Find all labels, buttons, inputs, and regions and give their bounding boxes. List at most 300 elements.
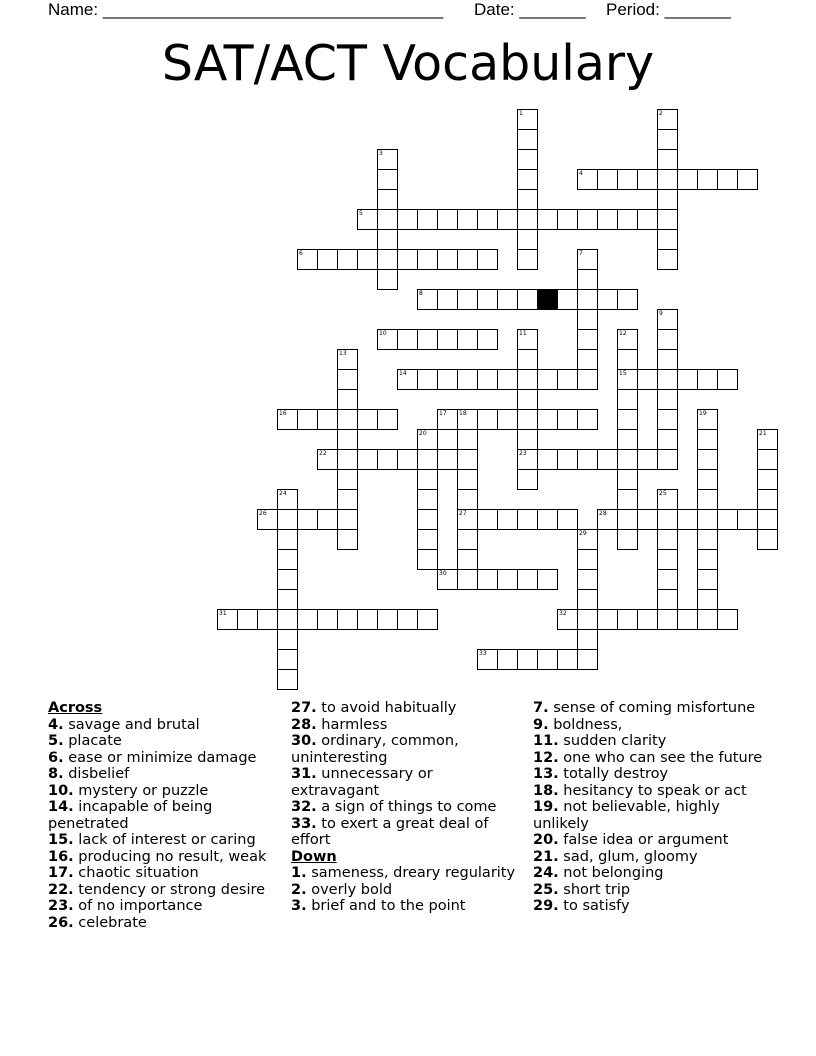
grid-cell[interactable]: [577, 289, 598, 310]
grid-cell[interactable]: [497, 649, 518, 670]
grid-cell[interactable]: [717, 509, 738, 530]
grid-cell[interactable]: [617, 169, 638, 190]
grid-cell[interactable]: [457, 569, 478, 590]
grid-cell[interactable]: [697, 569, 718, 590]
grid-cell[interactable]: [657, 569, 678, 590]
grid-cell[interactable]: [657, 549, 678, 570]
clue-number-label: 6: [299, 250, 303, 257]
grid-cell[interactable]: [697, 609, 718, 630]
page-title: SAT/ACT Vocabulary: [161, 35, 655, 92]
grid-cell[interactable]: [517, 649, 538, 670]
clue-text: to exert a great deal of effort: [291, 815, 489, 848]
clue-text: not belonging: [558, 865, 664, 881]
grid-cell[interactable]: [397, 249, 418, 270]
grid-cell[interactable]: [517, 569, 538, 590]
grid-cell[interactable]: [677, 509, 698, 530]
grid-cell[interactable]: [577, 269, 598, 290]
grid-cell[interactable]: [617, 429, 638, 450]
across-clue: [291, 733, 523, 766]
grid-cell[interactable]: [277, 589, 298, 610]
across-clue: [48, 898, 280, 915]
grid-cell[interactable]: [657, 589, 678, 610]
across-clue: [48, 766, 280, 783]
grid-cell[interactable]: [357, 249, 378, 270]
grid-cell[interactable]: [597, 169, 618, 190]
grid-cell[interactable]: [697, 449, 718, 470]
grid-cell[interactable]: [377, 449, 398, 470]
clue-number-label: 15: [619, 370, 627, 377]
grid-cell[interactable]: [617, 289, 638, 310]
grid-cell[interactable]: [737, 509, 758, 530]
grid-cell[interactable]: [557, 209, 578, 230]
clue-number-label: 20: [419, 430, 427, 437]
down-clue: [533, 849, 765, 866]
clue-number-label: 2: [659, 110, 663, 117]
grid-cell[interactable]: [737, 169, 758, 190]
grid-cell[interactable]: [377, 229, 398, 250]
clue-number: 8.: [48, 766, 64, 782]
grid-cell[interactable]: [657, 249, 678, 270]
clue-number-label: 16: [279, 410, 287, 417]
grid-cell[interactable]: [397, 449, 418, 470]
grid-cell[interactable]: [717, 609, 738, 630]
clue-number: 22.: [48, 881, 74, 898]
down-clue: [533, 898, 765, 915]
grid-cell[interactable]: [517, 289, 538, 310]
grid-cell[interactable]: [417, 209, 438, 230]
across-clue: [48, 799, 280, 832]
grid-cell[interactable]: [457, 249, 478, 270]
grid-cell[interactable]: [617, 409, 638, 430]
down-clue: [533, 865, 765, 882]
grid-cell[interactable]: [577, 649, 598, 670]
grid-cell[interactable]: [757, 529, 778, 550]
grid-cell[interactable]: [557, 509, 578, 530]
grid-cell[interactable]: [597, 449, 618, 470]
grid-cell[interactable]: [657, 509, 678, 530]
grid-cell[interactable]: [537, 369, 558, 390]
across-heading: Across: [48, 700, 103, 716]
clue-text: mystery or puzzle: [73, 782, 209, 799]
grid-cell[interactable]: [657, 189, 678, 210]
clue-number-label: 23: [519, 450, 527, 457]
grid-cell[interactable]: [537, 409, 558, 430]
grid-cell[interactable]: [577, 329, 598, 350]
period-field-label: Period: _______: [606, 0, 731, 19]
grid-cell[interactable]: [657, 349, 678, 370]
grid-cell[interactable]: [497, 509, 518, 530]
grid-cell[interactable]: [757, 489, 778, 510]
across-clue: [48, 865, 280, 882]
grid-cell[interactable]: [317, 249, 338, 270]
grid-cell[interactable]: [617, 509, 638, 530]
grid-cell[interactable]: [677, 169, 698, 190]
clue-number-label: 14: [399, 370, 407, 377]
grid-cell[interactable]: [277, 669, 298, 690]
grid-cell[interactable]: [537, 209, 558, 230]
grid-cell[interactable]: [757, 449, 778, 470]
clue-text: not believable, highly unlikely: [533, 799, 720, 832]
clue-number: 24.: [533, 865, 559, 881]
grid-cell[interactable]: [357, 609, 378, 630]
grid-cell[interactable]: [337, 489, 358, 510]
grid-cell[interactable]: [337, 509, 358, 530]
grid-cell[interactable]: [697, 169, 718, 190]
clue-text: brief and to the point: [306, 898, 466, 914]
clue-text: totally destroy: [558, 766, 669, 782]
grid-cell[interactable]: [457, 529, 478, 550]
grid-cell[interactable]: [477, 369, 498, 390]
grid-cell[interactable]: [517, 209, 538, 230]
grid-cell[interactable]: [477, 209, 498, 230]
grid-cell[interactable]: [657, 169, 678, 190]
grid-cell[interactable]: [537, 449, 558, 470]
grid-cell[interactable]: [597, 209, 618, 230]
grid-cell[interactable]: [337, 529, 358, 550]
clue-number-label: 30: [439, 570, 447, 577]
grid-cell[interactable]: [317, 409, 338, 430]
grid-cell[interactable]: [337, 429, 358, 450]
clue-number-label: 26: [259, 510, 267, 517]
clue-number: 28.: [291, 716, 317, 733]
grid-cell[interactable]: [617, 529, 638, 550]
grid-cell[interactable]: [657, 429, 678, 450]
name-field-label: Name: ____________________________________: [48, 0, 444, 19]
grid-cell[interactable]: [417, 369, 438, 390]
grid-cell[interactable]: [657, 149, 678, 170]
across-clue: [48, 733, 280, 750]
grid-cell[interactable]: [477, 289, 498, 310]
grid-cell[interactable]: [697, 509, 718, 530]
grid-cell[interactable]: [517, 409, 538, 430]
grid-cell[interactable]: [377, 209, 398, 230]
grid-cell[interactable]: [497, 569, 518, 590]
grid-cell[interactable]: [657, 229, 678, 250]
grid-cell[interactable]: [457, 289, 478, 310]
clue-number-label: 4: [579, 170, 583, 177]
clue-text: overly bold: [306, 881, 393, 898]
grid-cell[interactable]: [617, 449, 638, 470]
grid-cell[interactable]: [377, 269, 398, 290]
grid-cell[interactable]: [337, 409, 358, 430]
grid-cell[interactable]: [657, 329, 678, 350]
grid-cell[interactable]: [337, 249, 358, 270]
grid-cell[interactable]: [537, 569, 558, 590]
grid-cell[interactable]: [657, 369, 678, 390]
grid-cell[interactable]: [577, 449, 598, 470]
clue-number: 29.: [533, 898, 559, 914]
grid-cell[interactable]: [297, 509, 318, 530]
grid-cell[interactable]: [657, 609, 678, 630]
grid-cell[interactable]: [637, 449, 658, 470]
across-clue: [48, 717, 280, 734]
grid-cell[interactable]: [517, 189, 538, 210]
grid-cell[interactable]: [517, 129, 538, 150]
grid-cell[interactable]: [617, 489, 638, 510]
grid-cell[interactable]: [557, 409, 578, 430]
clue-number: 30.: [291, 733, 317, 749]
grid-cell[interactable]: [517, 429, 538, 450]
grid-cell[interactable]: [277, 569, 298, 590]
grid-cell[interactable]: [697, 489, 718, 510]
across-clue: [48, 832, 280, 849]
clues-column-2: [291, 700, 523, 915]
grid-cell[interactable]: [517, 369, 538, 390]
grid-cell[interactable]: [357, 449, 378, 470]
clue-number: 9.: [533, 716, 549, 733]
grid-cell[interactable]: [617, 389, 638, 410]
grid-cell[interactable]: [657, 449, 678, 470]
grid-cell[interactable]: [457, 369, 478, 390]
grid-cell[interactable]: [677, 369, 698, 390]
grid-cell[interactable]: [477, 569, 498, 590]
clue-number: 16.: [48, 848, 74, 865]
grid-cell[interactable]: [337, 609, 358, 630]
grid-cell[interactable]: [557, 369, 578, 390]
grid-cell[interactable]: [317, 509, 338, 530]
black-square: [537, 289, 558, 310]
grid-cell[interactable]: [397, 609, 418, 630]
grid-cell[interactable]: [537, 649, 558, 670]
grid-cell[interactable]: [517, 249, 538, 270]
across-clue: [48, 915, 280, 932]
grid-cell[interactable]: [517, 169, 538, 190]
grid-cell[interactable]: [397, 329, 418, 350]
grid-cell[interactable]: [577, 589, 598, 610]
grid-cell[interactable]: [717, 169, 738, 190]
clue-text: placate: [63, 733, 122, 749]
grid-cell[interactable]: [517, 149, 538, 170]
grid-cell[interactable]: [437, 369, 458, 390]
grid-cell[interactable]: [437, 449, 458, 470]
clue-text: harmless: [316, 716, 388, 733]
clue-text: sad, glum, gloomy: [558, 848, 698, 865]
grid-cell[interactable]: [577, 369, 598, 390]
across-clue: [48, 882, 280, 899]
grid-cell[interactable]: [277, 529, 298, 550]
grid-cell[interactable]: [417, 329, 438, 350]
grid-cell[interactable]: [457, 489, 478, 510]
grid-cell[interactable]: [577, 629, 598, 650]
grid-cell[interactable]: [277, 649, 298, 670]
grid-cell[interactable]: [437, 249, 458, 270]
grid-cell[interactable]: [617, 609, 638, 630]
down-clue: [533, 733, 765, 750]
clue-number-label: 1: [519, 110, 523, 117]
clues-column-1: [48, 700, 280, 931]
grid-cell[interactable]: [657, 209, 678, 230]
clue-text: chaotic situation: [73, 865, 199, 881]
clue-number: 10.: [48, 782, 74, 799]
grid-cell[interactable]: [237, 609, 258, 630]
clue-number-label: 25: [659, 490, 667, 497]
clue-number: 26.: [48, 914, 74, 931]
grid-cell[interactable]: [657, 529, 678, 550]
down-clue: [291, 865, 523, 882]
grid-cell[interactable]: [677, 609, 698, 630]
grid-cell[interactable]: [657, 409, 678, 430]
grid-cell[interactable]: [457, 469, 478, 490]
grid-cell[interactable]: [517, 469, 538, 490]
grid-cell[interactable]: [697, 589, 718, 610]
grid-cell[interactable]: [457, 549, 478, 570]
clue-number-label: 33: [479, 650, 487, 657]
grid-cell[interactable]: [577, 549, 598, 570]
grid-cell[interactable]: [457, 449, 478, 470]
across-clue: [291, 816, 523, 849]
clue-text: incapable of being penetrated: [48, 799, 213, 832]
clue-number-label: 19: [699, 410, 707, 417]
grid-cell[interactable]: [417, 549, 438, 570]
grid-cell[interactable]: [257, 609, 278, 630]
grid-cell[interactable]: [517, 229, 538, 250]
grid-cell[interactable]: [537, 509, 558, 530]
grid-cell[interactable]: [437, 289, 458, 310]
grid-cell[interactable]: [417, 469, 438, 490]
across-clue: [291, 717, 523, 734]
down-clue: [533, 766, 765, 783]
grid-cell[interactable]: [717, 369, 738, 390]
clue-number: 21.: [533, 848, 559, 865]
grid-cell[interactable]: [337, 469, 358, 490]
grid-cell[interactable]: [657, 389, 678, 410]
clue-number-label: 27: [459, 510, 467, 517]
grid-cell[interactable]: [697, 469, 718, 490]
grid-cell[interactable]: [697, 369, 718, 390]
grid-cell[interactable]: [477, 249, 498, 270]
clue-text: celebrate: [73, 914, 147, 931]
grid-cell[interactable]: [277, 609, 298, 630]
grid-cell[interactable]: [417, 609, 438, 630]
clue-number: 15.: [48, 832, 74, 848]
grid-cell[interactable]: [497, 289, 518, 310]
grid-cell[interactable]: [577, 609, 598, 630]
clue-text: to avoid habitually: [316, 700, 457, 716]
grid-cell[interactable]: [557, 289, 578, 310]
down-clue: [533, 717, 765, 734]
grid-cell[interactable]: [477, 509, 498, 530]
clue-text: lack of interest or caring: [73, 832, 256, 848]
grid-cell[interactable]: [477, 329, 498, 350]
grid-cell[interactable]: [337, 449, 358, 470]
grid-cell[interactable]: [377, 189, 398, 210]
grid-cell[interactable]: [637, 609, 658, 630]
grid-cell[interactable]: [357, 409, 378, 430]
grid-cell[interactable]: [597, 289, 618, 310]
grid-cell[interactable]: [277, 549, 298, 570]
down-clue: [533, 882, 765, 899]
grid-cell[interactable]: [577, 409, 598, 430]
grid-cell[interactable]: [477, 409, 498, 430]
grid-cell[interactable]: [417, 489, 438, 510]
grid-cell[interactable]: [417, 449, 438, 470]
grid-cell[interactable]: [657, 129, 678, 150]
grid-cell[interactable]: [337, 369, 358, 390]
grid-cell[interactable]: [577, 209, 598, 230]
grid-cell[interactable]: [497, 369, 518, 390]
grid-cell[interactable]: [457, 329, 478, 350]
clue-text: sudden clarity: [558, 733, 667, 749]
grid-cell[interactable]: [457, 429, 478, 450]
grid-cell[interactable]: [377, 169, 398, 190]
clue-number-label: 32: [559, 610, 567, 617]
clue-number-label: 5: [359, 210, 363, 217]
grid-cell[interactable]: [377, 249, 398, 270]
clue-number: 5.: [48, 733, 64, 749]
clue-text: a sign of things to come: [316, 799, 497, 815]
grid-cell[interactable]: [517, 509, 538, 530]
across-clue: [48, 750, 280, 767]
down-clue: [533, 832, 765, 849]
grid-cell[interactable]: [377, 409, 398, 430]
grid-cell[interactable]: [757, 469, 778, 490]
grid-cell[interactable]: [417, 509, 438, 530]
grid-cell[interactable]: [397, 209, 418, 230]
grid-cell[interactable]: [437, 329, 458, 350]
grid-cell[interactable]: [417, 249, 438, 270]
grid-cell[interactable]: [617, 349, 638, 370]
grid-cell[interactable]: [297, 609, 318, 630]
grid-cell[interactable]: [417, 529, 438, 550]
clue-number-label: 22: [319, 450, 327, 457]
clue-number-label: 18: [459, 410, 467, 417]
clue-number: 3.: [291, 898, 307, 914]
grid-cell[interactable]: [557, 449, 578, 470]
grid-cell[interactable]: [697, 429, 718, 450]
grid-cell[interactable]: [697, 529, 718, 550]
grid-cell[interactable]: [637, 169, 658, 190]
grid-cell[interactable]: [757, 509, 778, 530]
grid-cell[interactable]: [577, 569, 598, 590]
down-clue: [291, 882, 523, 899]
down-clue: [533, 783, 765, 800]
clue-number-label: 28: [599, 510, 607, 517]
grid-cell[interactable]: [637, 509, 658, 530]
grid-cell[interactable]: [497, 409, 518, 430]
clue-number-label: 7: [579, 250, 583, 257]
grid-cell[interactable]: [497, 209, 518, 230]
clue-number: 33.: [291, 815, 317, 832]
clue-number: 18.: [533, 782, 559, 799]
grid-cell[interactable]: [577, 309, 598, 330]
grid-cell[interactable]: [517, 389, 538, 410]
date-field-label: Date: _______: [474, 0, 586, 19]
grid-cell[interactable]: [277, 629, 298, 650]
grid-cell[interactable]: [317, 609, 338, 630]
grid-cell[interactable]: [297, 409, 318, 430]
grid-cell[interactable]: [577, 349, 598, 370]
grid-cell[interactable]: [617, 209, 638, 230]
grid-cell[interactable]: [557, 649, 578, 670]
grid-cell[interactable]: [277, 509, 298, 530]
grid-cell[interactable]: [697, 549, 718, 570]
clue-number-label: 11: [519, 330, 527, 337]
clue-number-label: 24: [279, 490, 287, 497]
grid-cell[interactable]: [377, 609, 398, 630]
grid-cell[interactable]: [597, 609, 618, 630]
clue-number: 17.: [48, 865, 74, 881]
clue-text: hesitancy to speak or act: [558, 782, 747, 799]
grid-cell[interactable]: [457, 209, 478, 230]
clue-number: 7.: [533, 700, 549, 716]
grid-cell[interactable]: [337, 389, 358, 410]
grid-cell[interactable]: [517, 349, 538, 370]
grid-cell[interactable]: [637, 369, 658, 390]
grid-cell[interactable]: [437, 209, 458, 230]
grid-cell[interactable]: [617, 469, 638, 490]
grid-cell[interactable]: [637, 209, 658, 230]
down-heading: Down: [291, 848, 337, 865]
